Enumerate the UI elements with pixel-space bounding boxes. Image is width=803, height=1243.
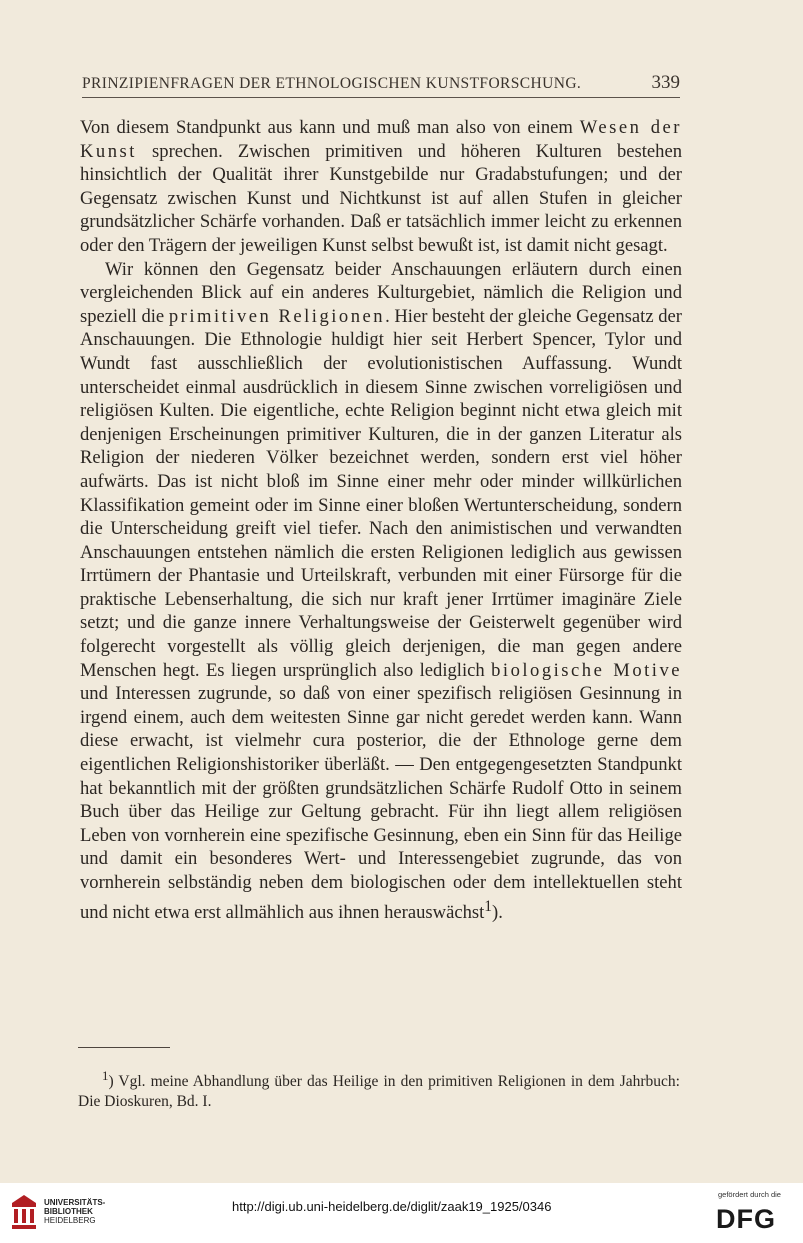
text-run: ). [492, 901, 503, 923]
viewer-footer [0, 1183, 803, 1243]
dfg-logo: DFG [716, 1204, 776, 1234]
university-library-logo-icon [10, 1193, 38, 1231]
footnote-text [78, 1066, 680, 1112]
page-number: 339 [651, 72, 680, 93]
spaced-emphasis: Wesen der Kunst [80, 117, 682, 162]
paragraph [80, 116, 682, 258]
footnote [78, 1066, 680, 1112]
footnote-body: ) Vgl. meine Abhandlung über das Heilige in den primitiven Religionen in dem Jahrbuch: Die Dioskuren, Bd. I. [78, 1073, 680, 1111]
text-run: Wir können den Gegensatz beider Anschauungen erläutern durch einen vergleichenden Blick auf ein anderes Kulturgebiet, nämlich die Religion und speziell die [80, 258, 682, 327]
text-run: sprechen. Zwischen primitiven und höheren Kulturen bestehen hinsichtlich der Qualität ihrer Kunstgebilde nur Gradabstufungen; und der Gegensatz zwischen Kunst und Nichtkunst ist auf allen Stufen in gleicher grundsätzlicher Schärfe vorhanden. Daß er tatsächlich immer leicht zu erkennen oder den Trägern der jeweiligen Kunst selbst bewußt ist, ist damit nicht gesagt. [80, 140, 682, 256]
library-name: UNIVERSITÄTS- BIBLIOTHEK HEIDELBERG [44, 1198, 106, 1225]
funder-caption: gefördert durch die [718, 1190, 781, 1199]
body-text [80, 116, 682, 924]
text-run: Von diesem Standpunkt aus kann und muß man also von einem [80, 117, 580, 138]
footnote-marker: 1 [102, 1068, 109, 1083]
permalink-url[interactable]: http://digi.ub.uni-heidelberg.de/diglit/zaak19_1925/0346 [232, 1199, 552, 1214]
text-run: . Hier besteht der gleiche Gegensatz der Anschauungen. Die Ethnologie huldigt hier seit Herbert Spencer, Tylor und Wundt fast ausschließlich der evolutionistischen Auffassung. Wundt unterscheidet einmal ausdrücklich in diesem Sinne zwischen vorreligiösen und religiösen Kulten. Die eigentliche, echte Religion beginnt nicht etwa gleich mit denjenigen Erscheinungen primitiver Kulturen, die in der ganzen Literatur als Religion der niederen Völker bezeichnet werden, sondern erst viel höher aufwärts. Das ist nicht bloß im Sinne einer mehr oder minder willkürlichen Klassifikation gemeint oder im Sinne einer bloßen Wertunterscheidung, sondern die Unterscheidung greift viel tiefer. Nach den animistischen und verwandten Anschauungen entstehen nämlich die ersten Religionen lediglich aus gewissen Irrtümern der Phantasie und Urteilskraft, verbunden mit einer Fürsorge für die praktische Lebenserhaltung, die sich nur kraft jener Irrtümer imaginäre Ziele setzt; und die ganze innere Verhaltungsweise der Geisterwelt gegenüber wird folgerecht vorgestellt als völlig gleich derjenigen, die man gegen andere Menschen hegt. Es liegen ursprünglich also lediglich [80, 305, 682, 681]
paragraph [80, 258, 682, 925]
running-header [82, 72, 680, 94]
text-run: und Interessen zugrunde, so daß von einer spezifisch religiösen Gesinnung in irgend einem, auch dem weitesten Sinne gar nicht geredet werden kann. Wann diese erwacht, ist vielmehr cura posterior, die der Ethnologe gerne dem eigentlichen Religionshistoriker überläßt. — Den entgegengesetzten Standpunkt hat bekanntlich mit der größten grundsätzlichen Schärfe Rudolf Otto in seinem Buch über das Heilige zur Geltung gebracht. Für ihn liegt allem religiösen Leben von vornherein eine spezifische Gesinnung, eben ein Sinn für das Heilige und damit ein besonderes Wert- und Interessengebiet zugrunde, das von vornherein selbständig neben dem biologischen oder dem intellektuellen steht und nicht etwa erst allmählich aus ihnen herauswächst [80, 683, 682, 923]
footnote-rule [78, 1047, 170, 1048]
spaced-emphasis: biologische Motive [491, 659, 682, 681]
header-rule [82, 97, 680, 98]
spaced-emphasis: primitiven Religionen [168, 305, 386, 327]
running-title: PRINZIPIENFRAGEN DER ETHNOLOGISCHEN KUNSTFORSCHUNG. [82, 75, 582, 92]
footnote-reference: 1 [484, 897, 493, 915]
